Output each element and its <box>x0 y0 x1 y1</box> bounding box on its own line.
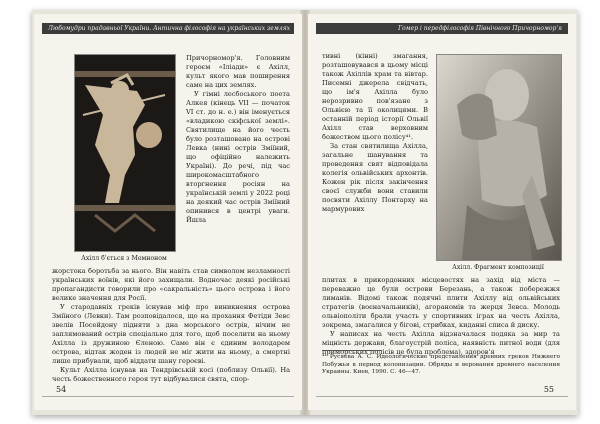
paragraph: У стародавніх греків існував міф про виникнення острова Зміїного (Левки). Там розповідалося, що на прохання Фетіди Зевс звелів Посейдону підняти з дна морського острів, нічим не заплямований острів спеціально для того, щоб поселити на ньому Ахілла із дружиною Єленою. Саме він є єдиним володарем острова, відтак жоден із людей не міг жити на ньому, а смертні лише прибували, щоб віддати шану героєві. <box>52 303 290 365</box>
paragraph: плитах в прикордонних місцевостях на захід від міста — переважно це були острови Березань, а також побережжя лиманів. Відомі також подячні плити Ахіллу від ольвійських стратегів (воєначальників), агораномів та жерця Зевса. Молодь ольвіополіти брали участь у спортивних іграх на честь Ахілла, зокрема, змагалися у бігові, стрибках, киданні списа й диску. <box>322 276 560 329</box>
right-figure-caption: Ахілл. Фрагмент композиції <box>452 264 544 271</box>
left-running-head: Любомудри прадавньої України. Антична філософія на українських землях <box>42 23 294 34</box>
paragraph: жорстока боротьба за нього. Він навіть став символом незламності українських воїнів, які його захищали. Водночас деякі російські пропагандисти говорили про «сакральність» цього острова і його велике значення для Росії. <box>52 267 290 302</box>
right-full-text <box>322 276 560 357</box>
sculpture-illustration <box>437 55 561 260</box>
right-page-number: 55 <box>543 385 554 394</box>
right-page <box>308 14 576 410</box>
figure-achilles-sculpture <box>436 54 562 261</box>
paragraph: Причорномор'я. Головним героєм «Іліади» є Ахілл, культ якого мав поширення саме на цих землях. <box>186 54 290 89</box>
right-bottom-rule <box>316 396 568 397</box>
left-page-number: 54 <box>56 385 67 394</box>
paragraph: У написах на честь Ахілла відзначалася подяка за мир та міцність держави, благоустрій поліса, наявність питної води (для приморських полісів це була проблема), здоров'я <box>322 330 560 356</box>
left-page <box>34 14 302 410</box>
footnote-rule <box>322 350 382 351</box>
right-side-text <box>322 52 428 214</box>
paragraph: Культ Ахілла існував на Тендрівській косі (поблизу Ольвії). На честь божественного героя тут відбувалися свята, спор- <box>52 366 290 383</box>
left-side-text <box>186 54 290 225</box>
figure-achilles-memnon <box>74 54 176 252</box>
left-full-text <box>52 267 290 384</box>
paragraph: За стан святилища Ахілла, загальне шанування та проведення свят відповідала колегія ольвійських архонтів. Кожен рік після закінчення своєї служби вони ставили посвяти Ахіллу Понтарху на мармурових <box>322 142 428 213</box>
vase-painting-illustration <box>75 55 175 251</box>
right-running-head: Гомер і передфілософія Північного Причорномор'я <box>316 23 568 34</box>
left-bottom-rule <box>42 396 294 397</box>
left-figure-caption: Ахілл б'ється з Мемноном <box>81 255 167 262</box>
paragraph: тивні (кінні) змагання, розташовувався в цьому місці також Ахіллів храм та вівтар. Писемні джерела свідчать, що ім'я Ахілла було нерозривно пов'язане з Ольвією та її околицями. В останній період історії Ольвії Ахілл став верховним божеством цього полісу⁴¹. <box>322 52 428 141</box>
paragraph: У гімні лесбоського поета Алкея (кінець VII — початок VI ст. до н. е.) він іменується «владикою скіфської землі». Святилище на його честь було розташовано на острові Левка (нині острів Зміїний, що офіційно належить Україні). До речі, під час широкомасштабного вторгнення росіян на українській землі у 2022 році на деякий час острів Зміїний опинився в центрі уваги. Йшла <box>186 90 290 224</box>
open-book <box>32 10 578 415</box>
footnote: ⁴¹ Русяева А. С. Идеологические представления древних греков Нижнего Побужья в период колонизации. Обряды и верования древнего населения Украины. Киев, 1990. С. 46—47. <box>322 354 560 376</box>
